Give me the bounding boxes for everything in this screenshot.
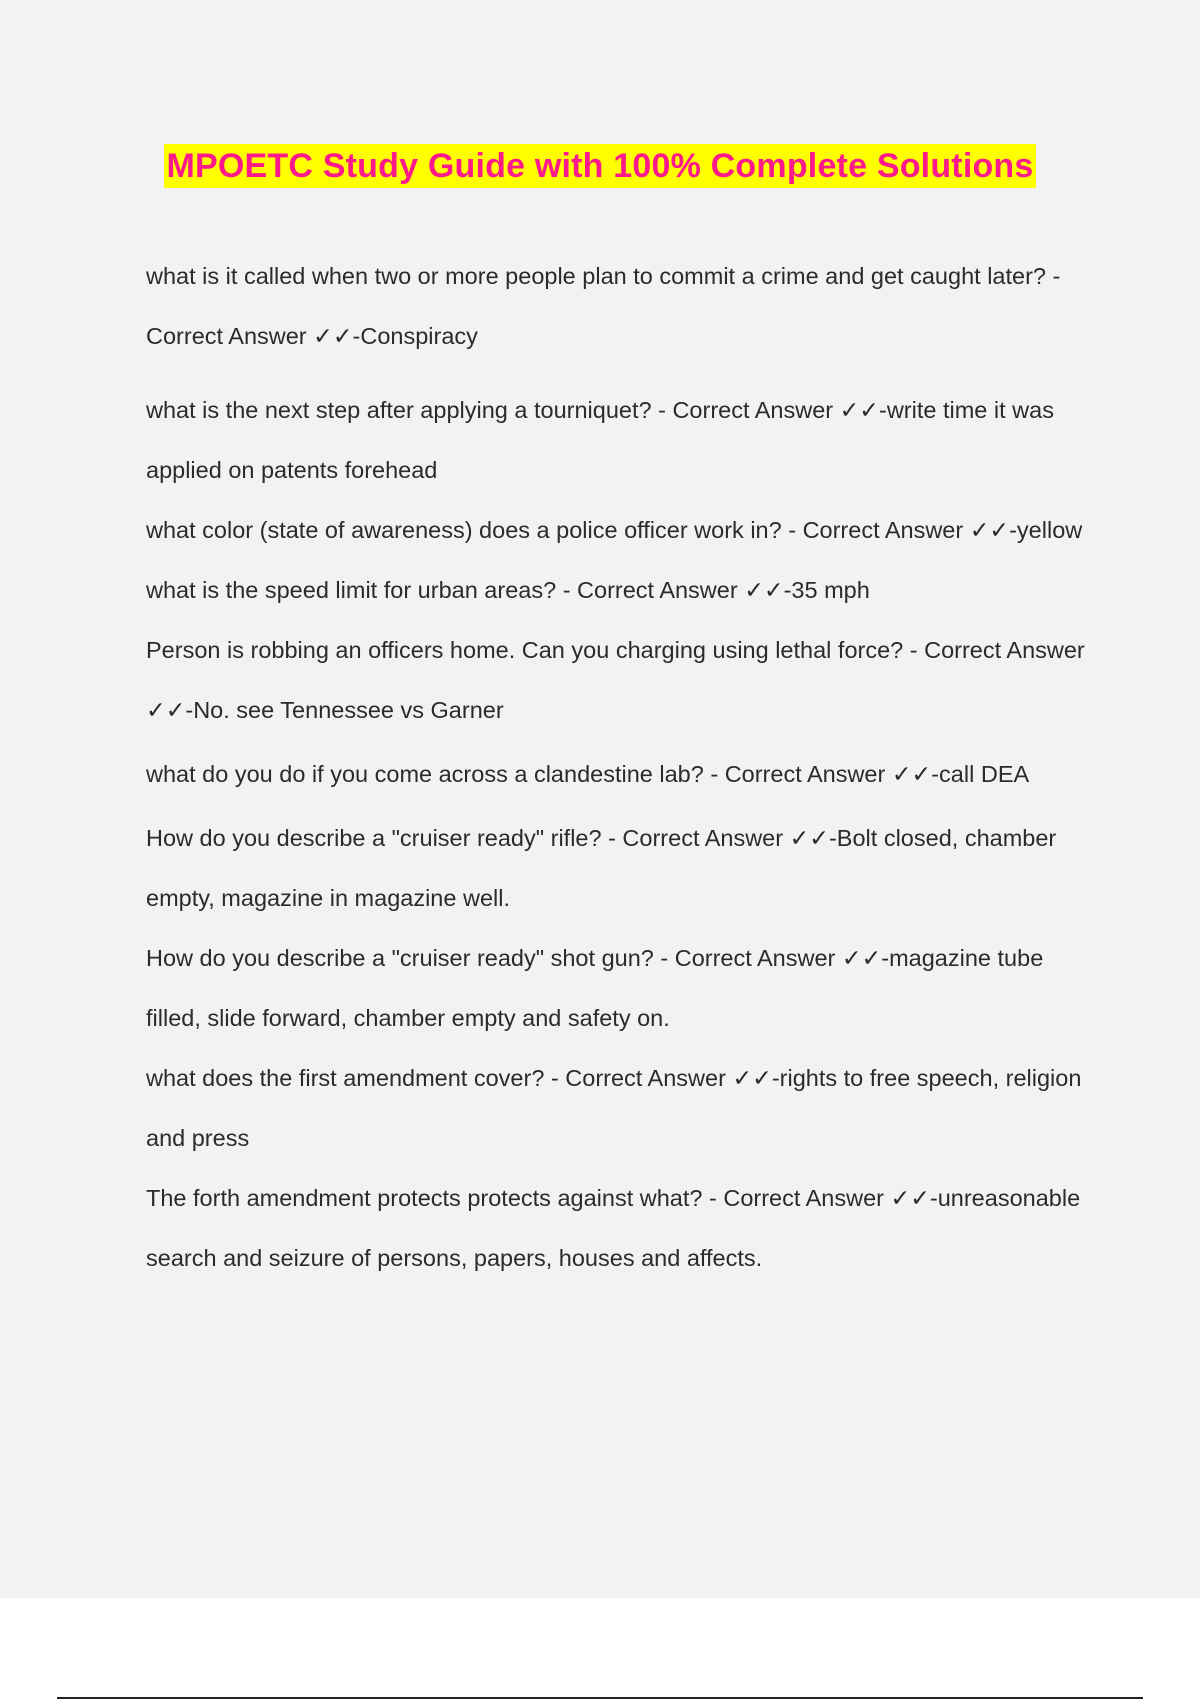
list-item: what do you do if you come across a clandestine lab? - Correct Answer ✓✓-call DEA xyxy=(146,761,1030,787)
list-item: what is the speed limit for urban areas? - Correct Answer ✓✓-35 mph xyxy=(146,577,870,603)
qa-list xyxy=(146,246,1096,1288)
document-title: MPOETC Study Guide with 100% Complete Solutions xyxy=(164,144,1035,188)
list-item: The forth amendment protects protects against what? - Correct Answer ✓✓-unreasonable search and seizure of persons, papers, houses and affects. xyxy=(146,1185,1081,1271)
footer-divider xyxy=(57,1697,1143,1699)
list-item: Person is robbing an officers home. Can you charging using lethal force? - Correct Answer ✓✓-No. see Tennessee vs Garner xyxy=(146,637,1085,723)
list-item: what does the first amendment cover? - Correct Answer ✓✓-rights to free speech, religion and press xyxy=(146,1065,1082,1151)
title-container xyxy=(0,144,1200,188)
list-item: what color (state of awareness) does a police officer work in? - Correct Answer ✓✓-yellow xyxy=(146,517,1083,543)
list-item: How do you describe a "cruiser ready" shot gun? - Correct Answer ✓✓-magazine tube filled, slide forward, chamber empty and safety on. xyxy=(146,945,1044,1031)
list-item: what is the next step after applying a tourniquet? - Correct Answer ✓✓-write time it was applied on patents forehead xyxy=(146,397,1054,483)
list-item: what is it called when two or more people plan to commit a crime and get caught later? - Correct Answer ✓✓-Conspiracy xyxy=(146,263,1061,349)
list-item: How do you describe a "cruiser ready" rifle? - Correct Answer ✓✓-Bolt closed, chamber empty, magazine in magazine well. xyxy=(146,825,1057,911)
